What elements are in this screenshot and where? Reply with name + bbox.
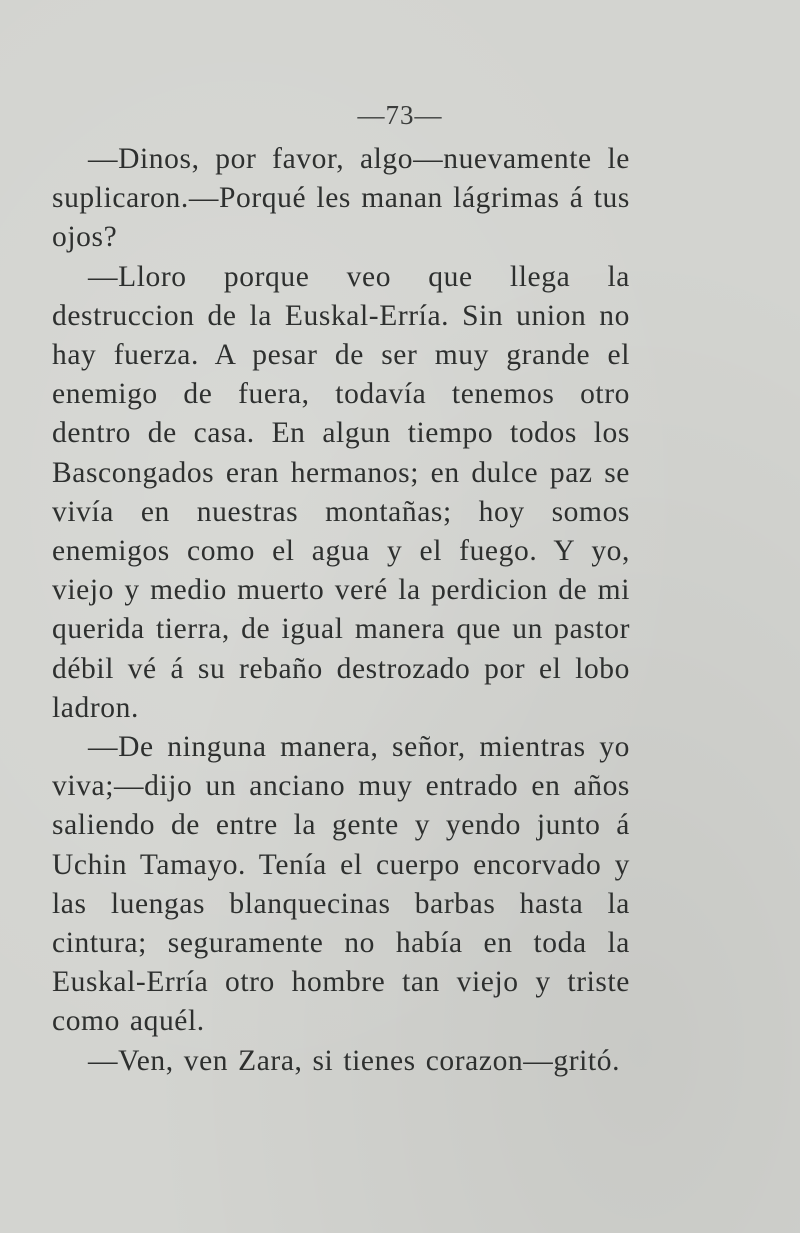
paragraph-4: —Ven, ven Zara, si tienes corazon—gritó.: [88, 1044, 621, 1077]
paragraph-2: —Lloro porque veo que llega la destruccion de la Euskal-Erría. Sin union no hay fuerza. A pesar de ser muy grande el enemigo de fuera, todavía tenemos otro dentro de casa. En algun tiempo todos los Bascongados eran hermanos; en dulce paz se vivía en nuestras montañas; hoy somos enemigos como el agua y el fuego. Y yo, viejo y medio muerto veré la perdicion de mi querida tierra, de igual manera que un pastor débil vé á su rebaño destrozado por el lobo ladron.: [52, 260, 630, 724]
body-text: [52, 140, 630, 1081]
page-number: —73—: [357, 100, 443, 130]
paragraph-1: —Dinos, por favor, algo—nuevamente le suplicaron.—Porqué les manan lágrimas á tus ojos?: [52, 143, 630, 254]
paragraph-3: —De ninguna manera, señor, mientras yo viva;—dijo un anciano muy entrado en años saliendo de entre la gente y yendo junto á Uchin Tamayo. Tenía el cuerpo encorvado y las luengas blanquecinas barbas hasta la cintura; seguramente no había en toda la Euskal-Erría otro hombre tan viejo y triste como aquél.: [52, 731, 630, 1038]
